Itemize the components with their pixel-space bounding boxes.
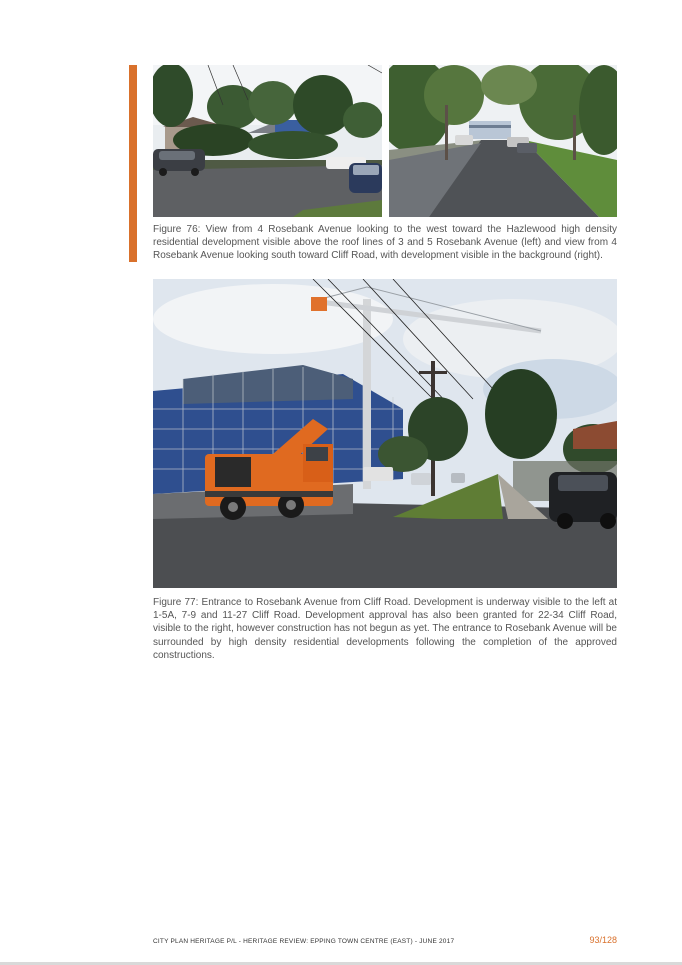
footer-document-title: CITY PLAN HERITAGE P/L - HERITAGE REVIEW: EPPING TOWN CENTRE (EAST) - JUNE 2017	[153, 938, 455, 945]
figure-76-photo-right	[389, 65, 617, 217]
figure-76-caption: Figure 76: View from 4 Rosebank Avenue looking to the west toward the Hazlewood high density residential development visible above the roof lines of 3 and 5 Rosebank Avenue (left) and view from 4 Rosebank Avenue looking south toward Cliff Road, with development visible in the background (right).	[153, 224, 617, 262]
figure-77-photo	[153, 279, 617, 588]
accent-bar	[129, 65, 137, 262]
footer-page-number: 93/128	[589, 935, 617, 945]
figure-76-photo-left	[153, 65, 382, 217]
figure-77-caption: Figure 77: Entrance to Rosebank Avenue from Cliff Road. Development is underway visible to the left at 1-5A, 7-9 and 11-27 Cliff Road. Development approval has also been granted for 22-34 Cliff Road, visible to the right, however construction has not begun as yet. The entrance to Rosebank Avenue will be surrounded by high density residential developments following the completion of the approved constructions.	[153, 597, 617, 661]
